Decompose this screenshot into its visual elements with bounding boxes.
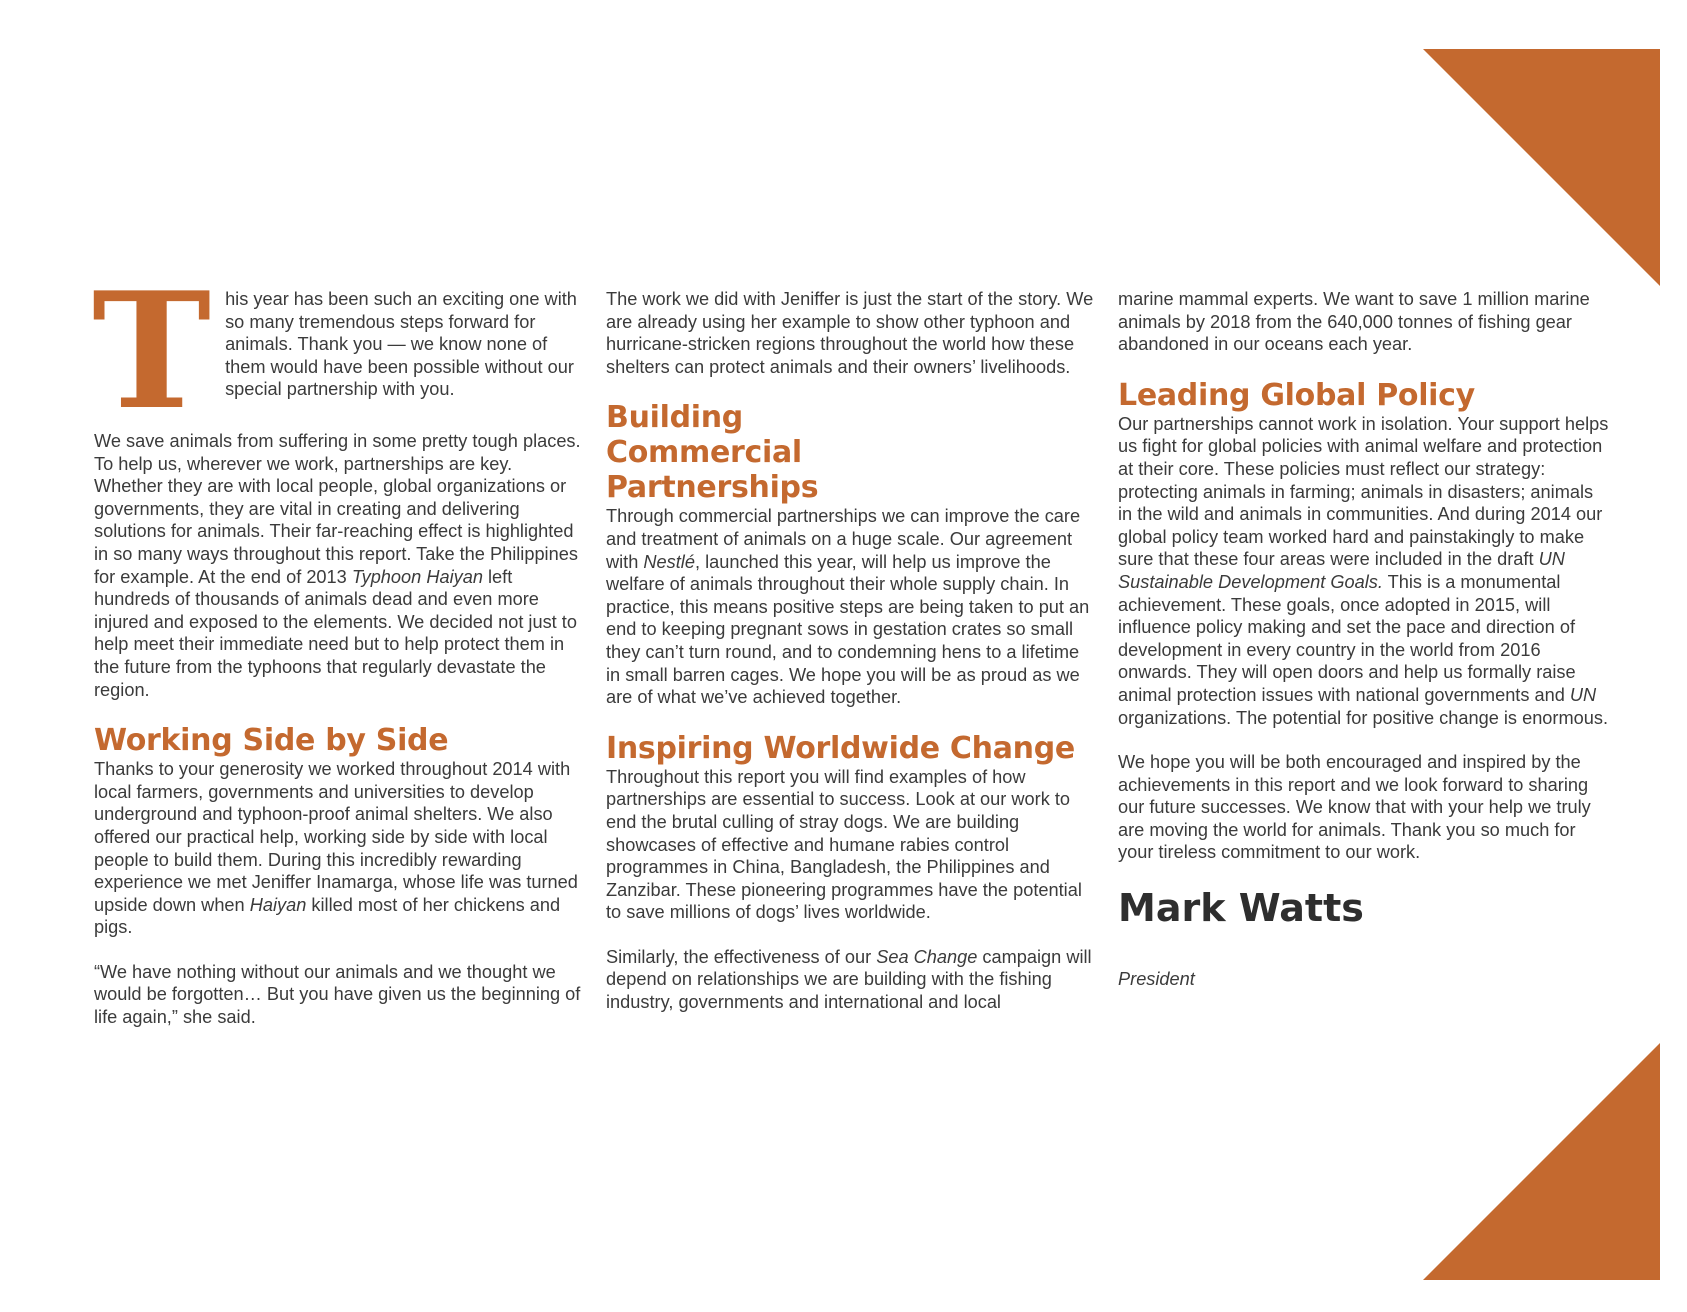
column-1 xyxy=(92,257,584,1051)
paragraph-shelters: Thanks to your generosity we worked throughout 2014 with local farmers, governments and universities to develop underground and typhoon-proof animal shelters. We also offered our practical help, working side by side with local people to build them. During this incredibly rewarding experience we met Jeniffer Inamarga, whose life was turned upside down when Haiyan killed most of her chickens and pigs. xyxy=(94,759,578,938)
signature-name: Mark Watts xyxy=(1118,886,1364,931)
heading-building-commercial-partnerships: Building Commercial Partnerships xyxy=(606,400,819,506)
drop-cap: T xyxy=(92,257,212,445)
paragraph-commercial: Through commercial partnerships we can improve the care and treatment of animals on a huge scale. Our agreement with Nestlé, launched this year, will help us improve the welfare of animals throughout their whole supply chain. In practice, this means positive steps are being taken to put an end to keeping pregnant sows in gestation crates so small they can’t turn round, and to condemning hens to a lifetime in small barren cages. We hope you will be as proud as we are of what we’ve achieved together. xyxy=(606,506,1090,708)
column-3 xyxy=(1118,288,1610,991)
paragraph-marine: marine mammal experts. We want to save 1 million marine animals by 2018 from the 640,000 tonnes of fishing gear abandoned in our oceans each year. xyxy=(1118,289,1590,355)
paragraph-rabies: Throughout this report you will find examples of how partnerships are essential to success. Look at our work to end the brutal culling of stray dogs. We are building showcases of effective and humane rabies control programmes in China, Bangladesh, the Philippines and Zanzibar. These pioneering programmes have the potential to save millions of dogs’ lives worldwide. xyxy=(606,766,1082,923)
bottom-right-triangle xyxy=(1423,1043,1660,1280)
paragraph-closing: We hope you will be both encouraged and inspired by the achievements in this report and we look forward to sharing our future successes. We know that with your help we truly are moving the world for animals. Thank you so much for your tireless commitment to our work. xyxy=(1118,752,1591,863)
paragraph-story: The work we did with Jeniffer is just the start of the story. We are already using her example to show other typhoon and hurricane-stricken regions throughout the world how these shelters can protect animals and their owners’ livelihoods. xyxy=(606,289,1094,377)
paragraph-policy: Our partnerships cannot work in isolation. Your support helps us fight for global policies with animal welfare and protection at their core. These policies must reflect our strategy: protecting animals in farming; animals in disasters; animals in the wild and animals in communities. And during 2014 our global policy team worked hard and painstakingly to make sure that these four areas were included in the draft UN Sustainable Development Goals. This is a monumental achievement. These goals, once adopted in 2015, will influence policy making and set the pace and direction of development in every country in the world from 2016 onwards. They will open doors and help us formally raise animal protection issues with national governments and UN organizations. The potential for positive change is enormous. xyxy=(1118,413,1609,728)
heading-leading-global-policy: Leading Global Policy xyxy=(1118,377,1475,413)
top-right-triangle xyxy=(1423,49,1660,286)
signature-role: President xyxy=(1118,969,1195,990)
heading-inspiring-worldwide-change: Inspiring Worldwide Change xyxy=(606,730,1075,766)
intro-paragraph xyxy=(92,257,584,445)
column-2 xyxy=(606,288,1094,1036)
intro-text: his year has been such an exciting one with so many tremendous steps forward for animals. Thank you — we know none of them would have been possible without our special partnership with you. xyxy=(225,289,577,400)
paragraph-partnerships: We save animals from suffering in some pretty tough places. To help us, wherever we work, partnerships are key. Whether they are with local people, global organizations or governments, they are vital in creating and delivering solutions for animals. Their far-reaching effect is highlighted in so many ways throughout this report. Take the Philippines for example. At the end of 2013 Typhoon Haiyan left hundreds of thousands of animals dead and even more injured and exposed to the elements. We decided not just to help meet their immediate need but to help protect them in the future from the typhoons that regularly devastate the region. xyxy=(94,431,581,700)
paragraph-sea-change: Similarly, the effectiveness of our Sea Change campaign will depend on relationships we are building with the fishing industry, governments and international and local xyxy=(606,946,1092,1013)
heading-working-side-by-side: Working Side by Side xyxy=(94,723,449,759)
quote-paragraph: “We have nothing without our animals and we thought we would be forgotten… But you have given us the beginning of life again,” she said. xyxy=(94,961,581,1028)
